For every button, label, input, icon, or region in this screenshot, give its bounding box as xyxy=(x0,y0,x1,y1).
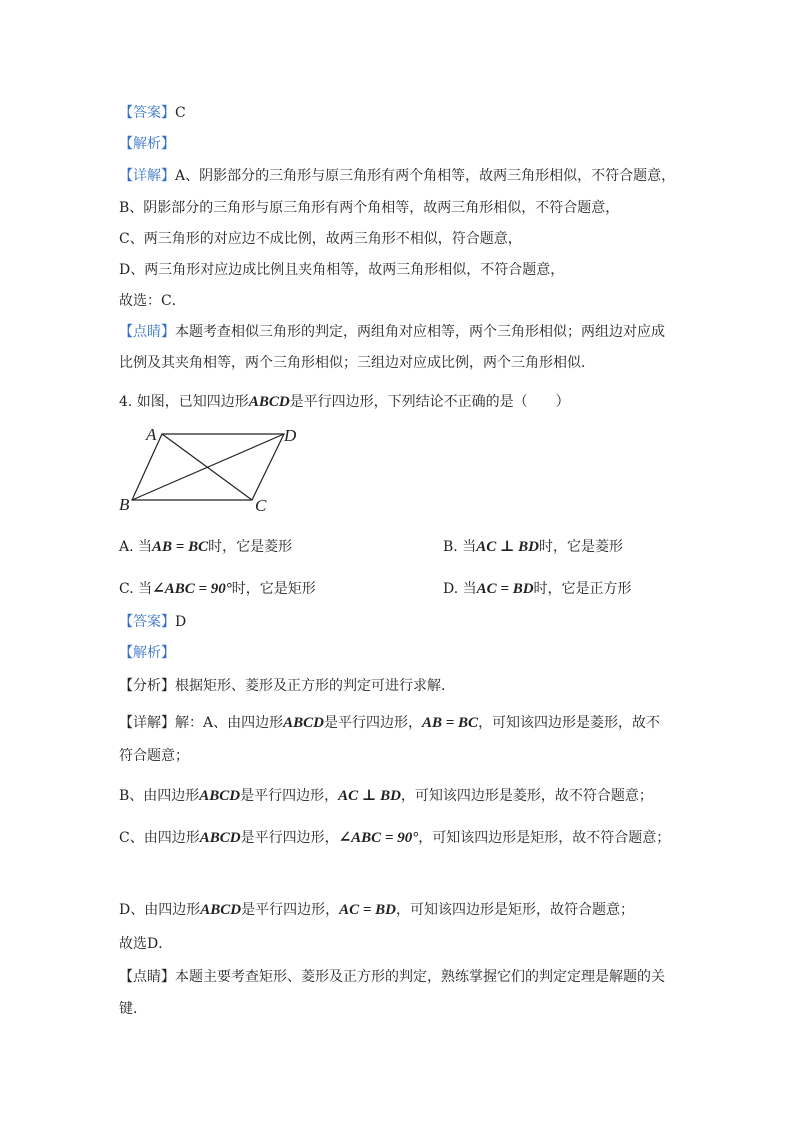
q4-answer-line xyxy=(119,612,186,632)
option-d[interactable] xyxy=(443,579,632,599)
option-b[interactable] xyxy=(443,537,623,557)
option-b-math: AC ⊥ BD xyxy=(476,539,539,555)
q4-comment-1 xyxy=(119,967,665,987)
q4-analyze-line xyxy=(119,676,455,696)
q3-comment-1 xyxy=(119,322,665,342)
detail-b-pre: B、由四边形 xyxy=(119,788,200,804)
detail-c-pre: C、由四边形 xyxy=(119,830,200,846)
q3-detail-b: B、阴影部分的三角形与原三角形有两个角相等，故两三角形相似，不符合题意， xyxy=(119,200,620,216)
detail-a-math: AB = BC xyxy=(421,715,479,731)
detail-a-abcd: ABCD xyxy=(283,715,324,731)
option-b-pre: B. 当 xyxy=(443,539,477,555)
detail-b-math: AC ⊥ BD xyxy=(338,788,401,804)
q3-analysis-line xyxy=(119,134,175,154)
detail-c-abcd: ABCD xyxy=(199,830,241,846)
answer-tag: 【答案】 xyxy=(119,105,175,121)
q3-detail-a xyxy=(119,166,675,186)
detail-d-mid: 是平行四边形， xyxy=(241,902,340,918)
option-a[interactable] xyxy=(119,537,292,557)
stem-math: ABCD xyxy=(248,394,290,410)
label-a: A xyxy=(146,425,157,444)
q4-detail-d xyxy=(119,900,634,920)
option-c-math: ∠ABC = 90° xyxy=(152,581,232,597)
detail-d-abcd: ABCD xyxy=(200,902,242,918)
option-c[interactable] xyxy=(119,579,316,599)
detail-b-post: ，可知该四边形是菱形，故不符合题意； xyxy=(400,788,653,804)
option-d-math: AC = BD xyxy=(476,581,534,597)
q4-analysis-line xyxy=(119,643,175,663)
q4-detail-c xyxy=(119,828,670,848)
q3-comment-2: 比例及其夹角相等，两个三角形相似；三组边对应成比例，两个三角形相似． xyxy=(119,355,595,371)
detail-a-pre: 解：A、由四边形 xyxy=(175,715,284,731)
detail-tag: 【详解】 xyxy=(119,168,175,184)
label-d: D xyxy=(284,426,297,445)
option-c-pre: C. 当 xyxy=(119,581,153,597)
comment-text: 本题考查相似三角形的判定，两组角对应相等，两个三角形相似；两组边对应成 xyxy=(175,324,665,340)
q4-detail-a xyxy=(119,713,660,733)
option-a-post: 时，它是菱形 xyxy=(208,539,293,555)
answer-value: D xyxy=(175,614,187,630)
comment-text: 本题主要考查矩形、菱形及正方形的判定，熟练掌握它们的判定定理是解题的关 xyxy=(175,969,665,985)
detail-d-pre: D、由四边形 xyxy=(119,902,201,918)
stem-post: 是平行四边形，下列结论不正确的是（ ） xyxy=(289,394,570,410)
detail-d-math: AC = BD xyxy=(339,902,396,918)
stem-pre: 4. 如图，已知四边形 xyxy=(119,394,249,410)
q4-detail-b xyxy=(119,786,653,806)
option-a-pre: A. 当 xyxy=(119,539,153,555)
detail-c-math: ∠ABC = 90° xyxy=(338,830,419,846)
comment-tag: 【点睛】 xyxy=(119,969,175,985)
detail-tag: 【详解】 xyxy=(119,715,175,731)
option-d-pre: D. 当 xyxy=(443,581,477,597)
detail-a-mid: 是平行四边形， xyxy=(323,715,422,731)
detail-b-mid: 是平行四边形， xyxy=(240,788,339,804)
q3-answer-line xyxy=(119,103,186,123)
q4-stem xyxy=(119,392,570,412)
q4-comment-2: 键． xyxy=(119,1001,147,1017)
option-a-math: AB = BC xyxy=(152,539,209,555)
q4-choice: 故选D． xyxy=(119,936,173,952)
parallelogram-figure xyxy=(112,420,312,520)
analysis-tag: 【解析】 xyxy=(119,645,175,661)
comment-tag: 【点睛】 xyxy=(119,324,175,340)
analyze-text: 根据矩形、菱形及正方形的判定可进行求解． xyxy=(175,678,455,694)
label-b: B xyxy=(119,495,130,514)
answer-value: C xyxy=(175,105,186,121)
option-b-post: 时，它是菱形 xyxy=(538,539,623,555)
detail-b-abcd: ABCD xyxy=(199,788,241,804)
detail-c-mid: 是平行四边形， xyxy=(240,830,339,846)
q4-detail-a-cont: 符合题意； xyxy=(119,748,189,764)
option-d-post: 时，它是正方形 xyxy=(533,581,632,597)
option-c-post: 时，它是矩形 xyxy=(231,581,316,597)
detail-d-post: ，可知该四边形是矩形，故符合题意； xyxy=(396,902,634,918)
q3-choice: 故选：C． xyxy=(119,293,186,309)
detail-c-post: ，可知该四边形是矩形，故不符合题意； xyxy=(418,830,671,846)
q3-detail-d: D、两三角形对应边成比例且夹角相等，故两三角形相似，不符合题意， xyxy=(119,262,565,278)
label-c: C xyxy=(255,496,267,515)
detail-text: A、阴影部分的三角形与原三角形有两个角相等，故两三角形相似，不符合题意， xyxy=(175,168,676,184)
analysis-tag: 【解析】 xyxy=(119,136,175,152)
answer-tag: 【答案】 xyxy=(119,614,175,630)
q3-detail-c: C、两三角形的对应边不成比例，故两三角形不相似，符合题意， xyxy=(119,231,522,247)
analyze-tag: 【分析】 xyxy=(119,678,175,694)
detail-a-post: ，可知该四边形是菱形，故不 xyxy=(478,715,661,731)
